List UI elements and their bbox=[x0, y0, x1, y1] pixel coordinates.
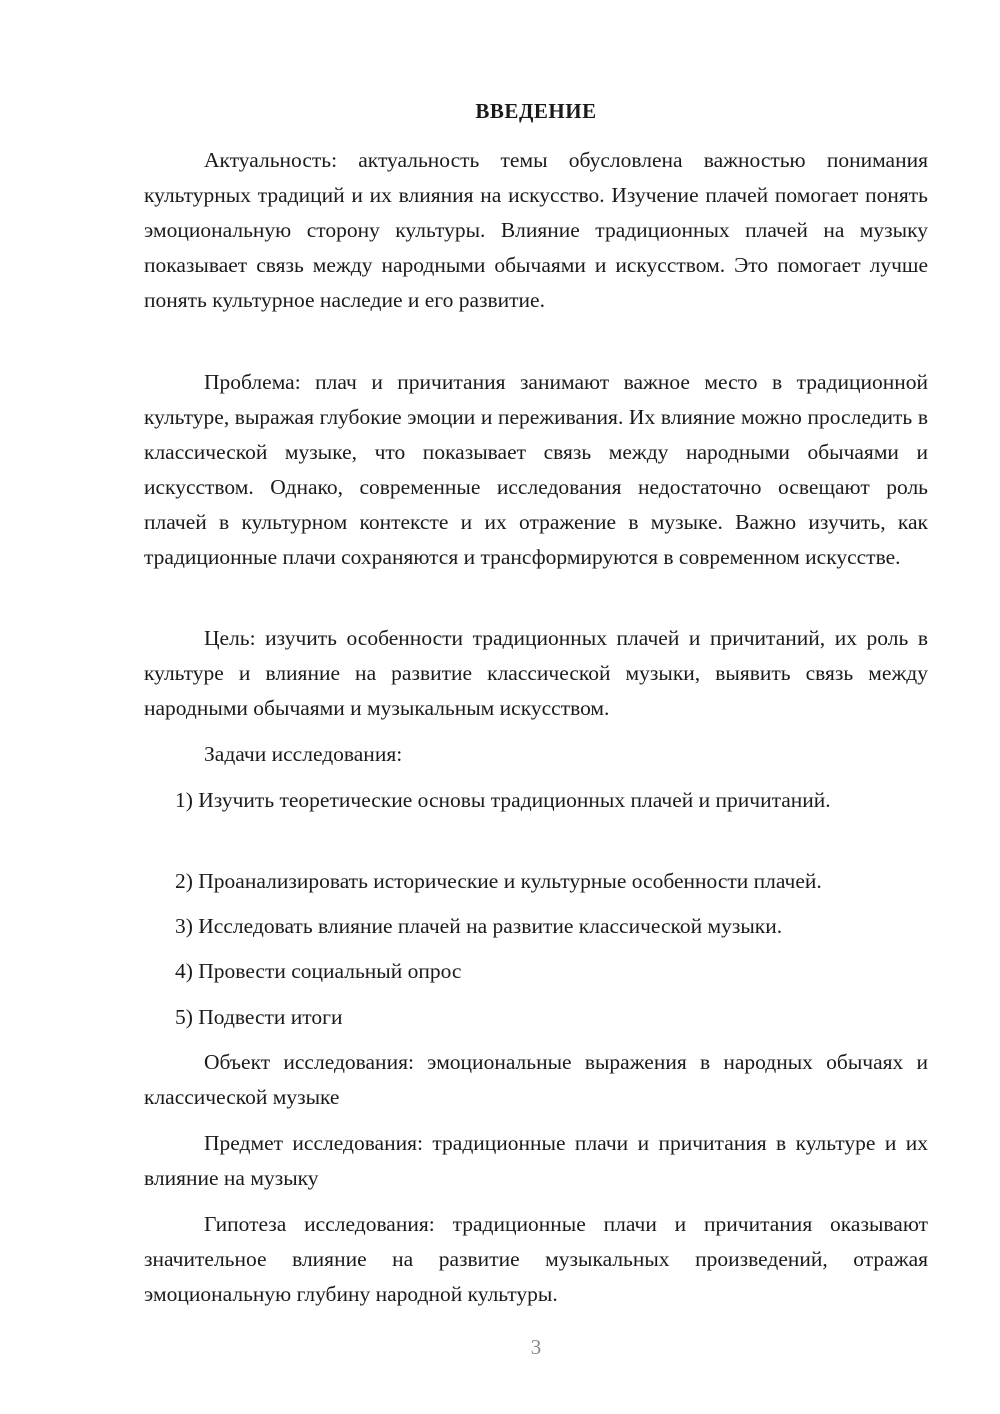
task-item-2: 2) Проанализировать исторические и культурные особенности плачей. bbox=[175, 869, 822, 893]
tasks-heading: Задачи исследования: bbox=[204, 742, 403, 766]
problem-paragraph: Проблема: плач и причитания занимают важное место в традиционной культуре, выражая глубокие эмоции и переживания. Их влияние можно проследить в классической музыке, что показывает связь между народными обычаями и искусством. Однако, современные исследования недостаточно освещают роль плачей в культурном контексте и их отражение в музыке. Важно изучить, как традиционные плачи сохраняются и трансформируются в современном искусстве. bbox=[144, 370, 928, 569]
task-item-1: 1) Изучить теоретические основы традиционных плачей и причитаний. bbox=[175, 788, 831, 812]
subject-paragraph: Предмет исследования: традиционные плачи и причитания в культуре и их влияние на музыку bbox=[144, 1131, 928, 1190]
hypothesis-paragraph: Гипотеза исследования: традиционные плачи и причитания оказывают значительное влияние на развитие музыкальных произведений, отражая эмоциональную глубину народной культуры. bbox=[144, 1212, 928, 1306]
relevance-paragraph: Актуальность: актуальность темы обусловлена важностью понимания культурных традиций и их влияния на искусство. Изучение плачей помогает понять эмоциональную сторону культуры. Влияние традиционных плачей на музыку показывает связь между народными обычаями и искусством. Это помогает лучше понять культурное наследие и его развитие. bbox=[144, 148, 928, 312]
page-number: 3 bbox=[530, 1335, 542, 1359]
object-paragraph: Объект исследования: эмоциональные выражения в народных обычаях и классической музыке bbox=[144, 1050, 928, 1109]
task-item-5: 5) Подвести итоги bbox=[175, 1005, 343, 1029]
goal-paragraph: Цель: изучить особенности традиционных плачей и причитаний, их роль в культуре и влияние на развитие классической музыки, выявить связь между народными обычаями и музыкальным искусством. bbox=[144, 626, 928, 720]
task-item-3: 3) Исследовать влияние плачей на развитие классической музыки. bbox=[175, 914, 783, 938]
task-item-4: 4) Провести социальный опрос bbox=[175, 959, 462, 983]
page-title: ВВЕДЕНИЕ bbox=[475, 99, 597, 123]
